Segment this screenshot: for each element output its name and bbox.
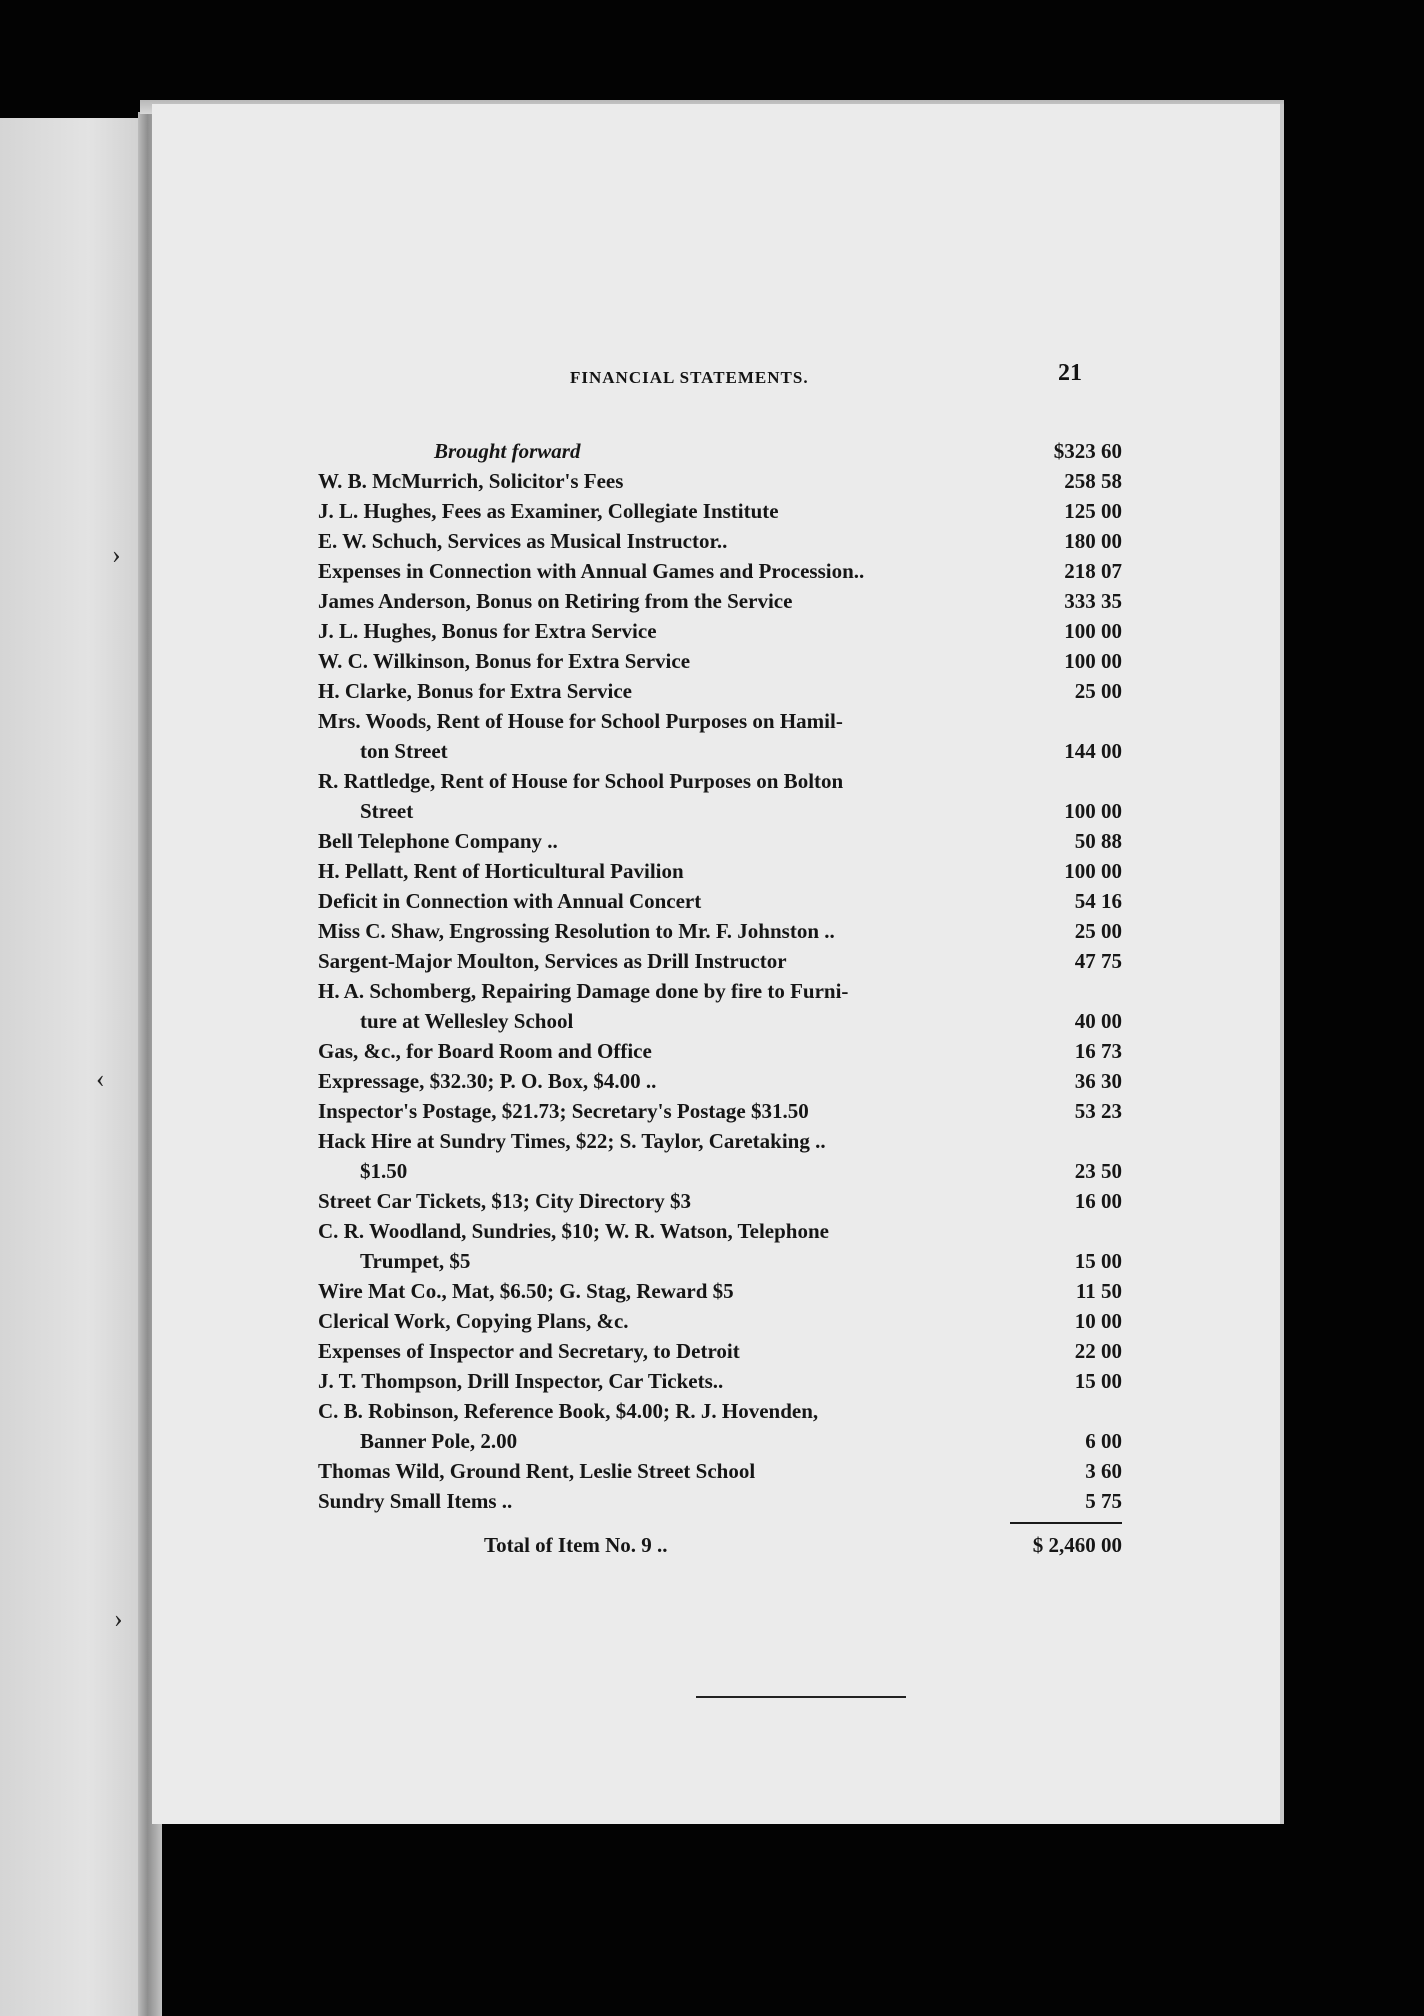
description-line: H. Pellatt, Rent of Horticultural Pavilion — [318, 859, 684, 883]
ledger-row-description — [318, 1336, 1030, 1366]
description-line: Sargent-Major Moulton, Services as Drill Instructor — [318, 949, 787, 973]
ledger-entries — [318, 466, 1122, 1516]
description-line: J. T. Thompson, Drill Inspector, Car Tickets.. — [318, 1369, 724, 1393]
description-line: H. A. Schomberg, Repairing Damage done by fire to Furni- — [318, 979, 849, 1003]
description-line: Wire Mat Co., Mat, $6.50; G. Stag, Reward $5 — [318, 1279, 734, 1303]
ledger-row-description — [318, 1366, 1030, 1396]
description-line: Thomas Wild, Ground Rent, Leslie Street School — [318, 1459, 756, 1483]
ledger-row-amount: 100 00 — [1064, 799, 1122, 823]
ledger-row-description — [318, 1456, 1030, 1486]
description-line: W. B. McMurrich, Solicitor's Fees — [318, 469, 624, 493]
ledger-row-amount: 100 00 — [1064, 859, 1122, 883]
description-line: E. W. Schuch, Services as Musical Instructor.. — [318, 529, 728, 553]
description-line: R. Rattledge, Rent of House for School Purposes on Bolton — [318, 769, 844, 793]
ledger-row-description — [318, 526, 1030, 556]
description-line: C. B. Robinson, Reference Book, $4.00; R. J. Hovenden, — [318, 1399, 819, 1423]
total-amount: $ 2,460 00 — [1032, 1533, 1122, 1557]
sum-rule — [1010, 1522, 1122, 1526]
ledger-row-description — [318, 976, 1030, 1036]
ledger-row — [318, 1456, 1122, 1486]
ledger-row-description — [318, 676, 1030, 706]
ledger-row — [318, 946, 1122, 976]
ledger-row — [318, 1306, 1122, 1336]
ledger-row — [318, 1396, 1122, 1456]
ledger-row — [318, 1366, 1122, 1396]
ledger-row-amount: 40 00 — [1074, 1009, 1122, 1033]
total-row — [318, 1530, 1122, 1560]
description-line: Trumpet, $5 — [360, 1249, 471, 1273]
ledger-row-description — [318, 706, 1030, 766]
ledger-row — [318, 646, 1122, 676]
ledger-row — [318, 886, 1122, 916]
ledger-row-description — [318, 1036, 1030, 1066]
ledger-row-description — [318, 616, 1030, 646]
description-line: C. R. Woodland, Sundries, $10; W. R. Watson, Telephone — [318, 1219, 829, 1243]
total-label: Total of Item No. 9 .. — [484, 1533, 668, 1557]
ledger-row-amount: 258 58 — [1064, 469, 1122, 493]
ledger-row-amount: 15 00 — [1074, 1249, 1122, 1273]
ledger-row-amount: 15 00 — [1074, 1369, 1122, 1393]
ledger-row-amount: 6 00 — [1085, 1429, 1122, 1453]
ledger-row — [318, 1276, 1122, 1306]
ledger-row-amount: 23 50 — [1074, 1159, 1122, 1183]
ledger-row-description — [318, 1306, 1030, 1336]
ledger-row-amount: 25 00 — [1074, 919, 1122, 943]
page-number: 21 — [1058, 360, 1082, 386]
ledger-row-description — [318, 1066, 1030, 1096]
ledger-row-amount: 54 16 — [1074, 889, 1122, 913]
description-line: Expenses of Inspector and Secretary, to Detroit — [318, 1339, 740, 1363]
ledger-row-amount: 50 88 — [1074, 829, 1122, 853]
left-page-edge — [0, 118, 148, 2016]
ledger-row-amount: 22 00 — [1074, 1339, 1122, 1363]
ledger-row — [318, 826, 1122, 856]
ledger-row-description — [318, 1486, 1030, 1516]
margin-mark: › — [114, 1604, 123, 1633]
description-line: Miss C. Shaw, Engrossing Resolution to Mr. F. Johnston .. — [318, 919, 835, 943]
description-line: Mrs. Woods, Rent of House for School Purposes on Hamil- — [318, 709, 843, 733]
ledger-row-amount: 180 00 — [1064, 529, 1122, 553]
description-line: H. Clarke, Bonus for Extra Service — [318, 679, 632, 703]
ledger-row-description — [318, 916, 1030, 946]
ledger-row — [318, 586, 1122, 616]
ledger-row — [318, 1126, 1122, 1186]
ledger-row — [318, 1066, 1122, 1096]
margin-mark: › — [112, 540, 121, 569]
sum-rule-row — [318, 1516, 1122, 1526]
description-line: ture at Wellesley School — [360, 1009, 574, 1033]
ledger-row — [318, 676, 1122, 706]
ledger-row-description — [318, 586, 1030, 616]
ledger-row — [318, 856, 1122, 886]
expense-ledger — [318, 436, 1122, 1560]
ledger-row — [318, 766, 1122, 826]
ledger-row — [318, 1216, 1122, 1276]
description-line: Banner Pole, 2.00 — [360, 1429, 518, 1453]
ledger-row-description — [318, 646, 1030, 676]
description-line: $1.50 — [360, 1159, 408, 1183]
description-line: J. L. Hughes, Fees as Examiner, Collegiate Institute — [318, 499, 779, 523]
description-line: J. L. Hughes, Bonus for Extra Service — [318, 619, 657, 643]
ledger-row-description — [318, 466, 1030, 496]
description-line: Bell Telephone Company .. — [318, 829, 558, 853]
ledger-row-amount: 11 50 — [1075, 1279, 1122, 1303]
ledger-row — [318, 466, 1122, 496]
ledger-row — [318, 496, 1122, 526]
ledger-row-description — [318, 1186, 1030, 1216]
ledger-row-amount: 25 00 — [1074, 679, 1122, 703]
ledger-row — [318, 706, 1122, 766]
description-line: Deficit in Connection with Annual Concert — [318, 889, 702, 913]
ledger-row-amount: 144 00 — [1064, 739, 1122, 763]
description-line: Inspector's Postage, $21.73; Secretary's Postage $31.50 — [318, 1099, 809, 1123]
description-line: Sundry Small Items .. — [318, 1489, 513, 1513]
ledger-row-amount: 47 75 — [1074, 949, 1122, 973]
brought-forward-label: Brought forward — [434, 439, 581, 463]
description-line: W. C. Wilkinson, Bonus for Extra Service — [318, 649, 691, 673]
ledger-row-description — [318, 1096, 1030, 1126]
ledger-row — [318, 1336, 1122, 1366]
ledger-row-description — [318, 946, 1030, 976]
description-line: Street Car Tickets, $13; City Directory $3 — [318, 1189, 692, 1213]
end-rule — [696, 1696, 906, 1698]
ledger-row — [318, 556, 1122, 586]
ledger-row-description — [318, 886, 1030, 916]
ledger-row — [318, 1186, 1122, 1216]
ledger-row-description — [318, 856, 1030, 886]
ledger-row — [318, 1096, 1122, 1126]
ledger-row-amount: 100 00 — [1064, 649, 1122, 673]
ledger-row — [318, 1486, 1122, 1516]
ledger-row — [318, 916, 1122, 946]
brought-forward-amount: $323 60 — [1053, 439, 1122, 463]
ledger-row-description — [318, 1216, 1030, 1276]
ledger-row-amount: 3 60 — [1085, 1459, 1122, 1483]
description-line: ton Street — [360, 739, 448, 763]
ledger-row-description — [318, 1126, 1030, 1186]
ledger-row-amount: 36 30 — [1074, 1069, 1122, 1093]
description-line: James Anderson, Bonus on Retiring from the Service — [318, 589, 793, 613]
ledger-row-amount: 5 75 — [1085, 1489, 1122, 1513]
ledger-row-amount: 218 07 — [1064, 559, 1122, 583]
ledger-row-amount: 16 73 — [1074, 1039, 1122, 1063]
ledger-row — [318, 976, 1122, 1036]
ledger-row-description — [318, 826, 1030, 856]
ledger-row-description — [318, 496, 1030, 526]
margin-mark: ‹ — [96, 1064, 105, 1093]
description-line: Clerical Work, Copying Plans, &c. — [318, 1309, 629, 1333]
ledger-row-amount: 100 00 — [1064, 619, 1122, 643]
description-line: Expressage, $32.30; P. O. Box, $4.00 .. — [318, 1069, 657, 1093]
ledger-row-amount: 53 23 — [1074, 1099, 1122, 1123]
ledger-row-description — [318, 556, 1030, 586]
description-line: Street — [360, 799, 414, 823]
ledger-row-description — [318, 1276, 1030, 1306]
ledger-row — [318, 526, 1122, 556]
running-title: FINANCIAL STATEMENTS. — [570, 368, 809, 387]
ledger-row-description — [318, 1396, 1030, 1456]
description-line: Gas, &c., for Board Room and Office — [318, 1039, 652, 1063]
ledger-row-description — [318, 766, 1030, 826]
brought-forward-row — [318, 436, 1122, 466]
ledger-row — [318, 616, 1122, 646]
description-line: Expenses in Connection with Annual Games and Procession.. — [318, 559, 865, 583]
ledger-row-amount: 125 00 — [1064, 499, 1122, 523]
ledger-row-amount: 16 00 — [1074, 1189, 1122, 1213]
ledger-row-amount: 10 00 — [1074, 1309, 1122, 1333]
description-line: Hack Hire at Sundry Times, $22; S. Taylor, Caretaking .. — [318, 1129, 826, 1153]
ledger-row-amount: 333 35 — [1064, 589, 1122, 613]
ledger-row — [318, 1036, 1122, 1066]
